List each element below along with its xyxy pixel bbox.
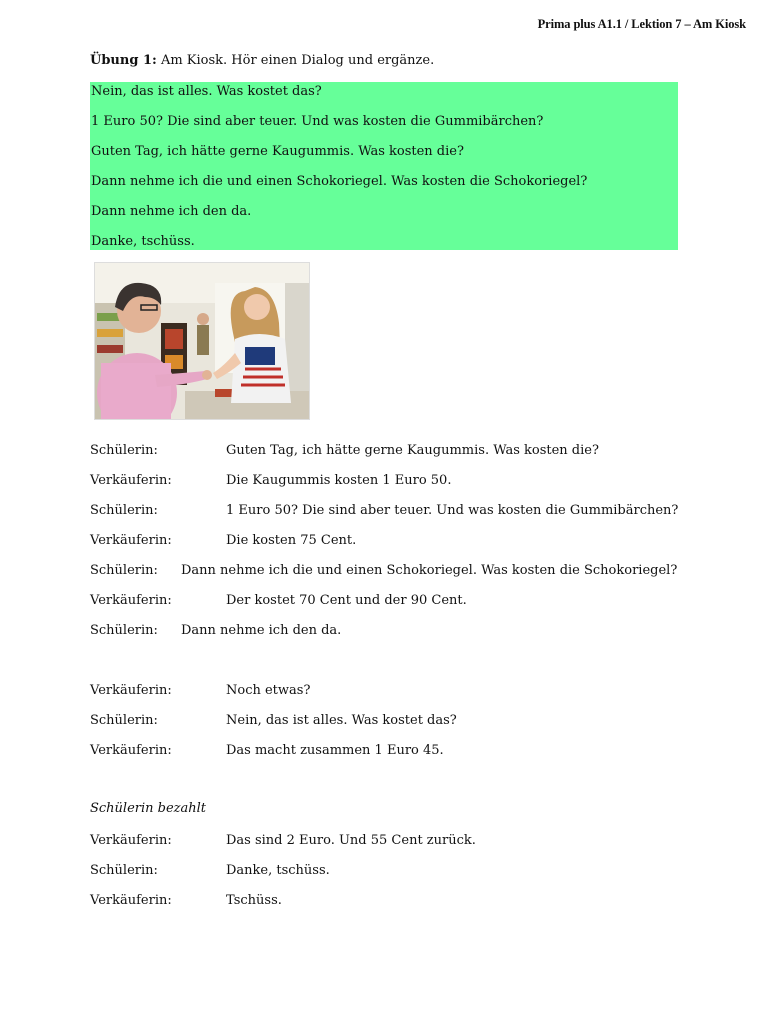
kiosk-photo-illustration (95, 263, 309, 419)
dialog-text: Tschüss. (226, 893, 282, 908)
dialog-line (90, 503, 679, 518)
dialog-line (90, 443, 599, 458)
speaker-name: Verkäuferin: (90, 473, 172, 488)
dialog-text: Nein, das ist alles. Was kostet das? (226, 713, 457, 728)
dialog-text: Dann nehme ich die und einen Schokoriegel. Was kosten die Schokoriegel? (181, 563, 678, 578)
dialog-text: Guten Tag, ich hätte gerne Kaugummis. Was kosten die? (226, 443, 599, 458)
exercise-number: Übung 1: (90, 53, 157, 68)
dialog-text: Dann nehme ich den da. (181, 623, 342, 638)
speaker-name: Verkäuferin: (90, 743, 172, 758)
dialog-line (90, 863, 330, 878)
dialog-text: Die kosten 75 Cent. (226, 533, 357, 548)
highlight-line: Danke, tschüss. (91, 234, 195, 249)
exercise-title (90, 53, 434, 68)
dialog-line (90, 743, 444, 758)
speaker-name: Verkäuferin: (90, 533, 172, 548)
highlighted-sentences (90, 82, 678, 250)
dialog-line (90, 593, 467, 608)
speaker-name: Verkäuferin: (90, 893, 172, 908)
highlight-line: Nein, das ist alles. Was kostet das? (91, 84, 322, 99)
speaker-name: Schülerin: (90, 623, 158, 638)
speaker-name: Verkäuferin: (90, 593, 172, 608)
highlight-line: Guten Tag, ich hätte gerne Kaugummis. Was kosten die? (91, 144, 464, 159)
speaker-name: Schülerin: (90, 563, 158, 578)
dialog-line (90, 683, 311, 698)
dialog-line (90, 623, 342, 638)
dialog-text: Das macht zusammen 1 Euro 45. (226, 743, 444, 758)
speaker-name: Verkäuferin: (90, 833, 172, 848)
exercise-instruction: Am Kiosk. Hör einen Dialog und ergänze. (160, 53, 435, 68)
dialog-text: Der kostet 70 Cent und der 90 Cent. (226, 593, 467, 608)
stage-direction: Schülerin bezahlt (90, 801, 207, 816)
dialog-line (90, 473, 452, 488)
highlight-line: Dann nehme ich den da. (91, 204, 252, 219)
page-header: Prima plus A1.1 / Lektion 7 – Am Kiosk (537, 17, 746, 31)
highlight-line: Dann nehme ich die und einen Schokoriegel. Was kosten die Schokoriegel? (91, 174, 588, 189)
dialog-text: 1 Euro 50? Die sind aber teuer. Und was kosten die Gummibärchen? (226, 503, 679, 518)
speaker-name: Schülerin: (90, 863, 158, 878)
speaker-name: Verkäuferin: (90, 683, 172, 698)
speaker-name: Schülerin: (90, 503, 158, 518)
highlight-line: 1 Euro 50? Die sind aber teuer. Und was kosten die Gummibärchen? (91, 114, 544, 129)
dialog-text: Noch etwas? (226, 683, 311, 698)
dialog-line (90, 713, 457, 728)
dialog-line (90, 833, 476, 848)
dialog-line (90, 563, 678, 578)
dialog-line (90, 893, 282, 908)
kiosk-photo (94, 262, 310, 420)
dialog-text: Die Kaugummis kosten 1 Euro 50. (226, 473, 452, 488)
dialog-text: Das sind 2 Euro. Und 55 Cent zurück. (226, 833, 476, 848)
speaker-name: Schülerin: (90, 713, 158, 728)
speaker-name: Schülerin: (90, 443, 158, 458)
dialog-text: Danke, tschüss. (226, 863, 330, 878)
dialog-line (90, 533, 357, 548)
